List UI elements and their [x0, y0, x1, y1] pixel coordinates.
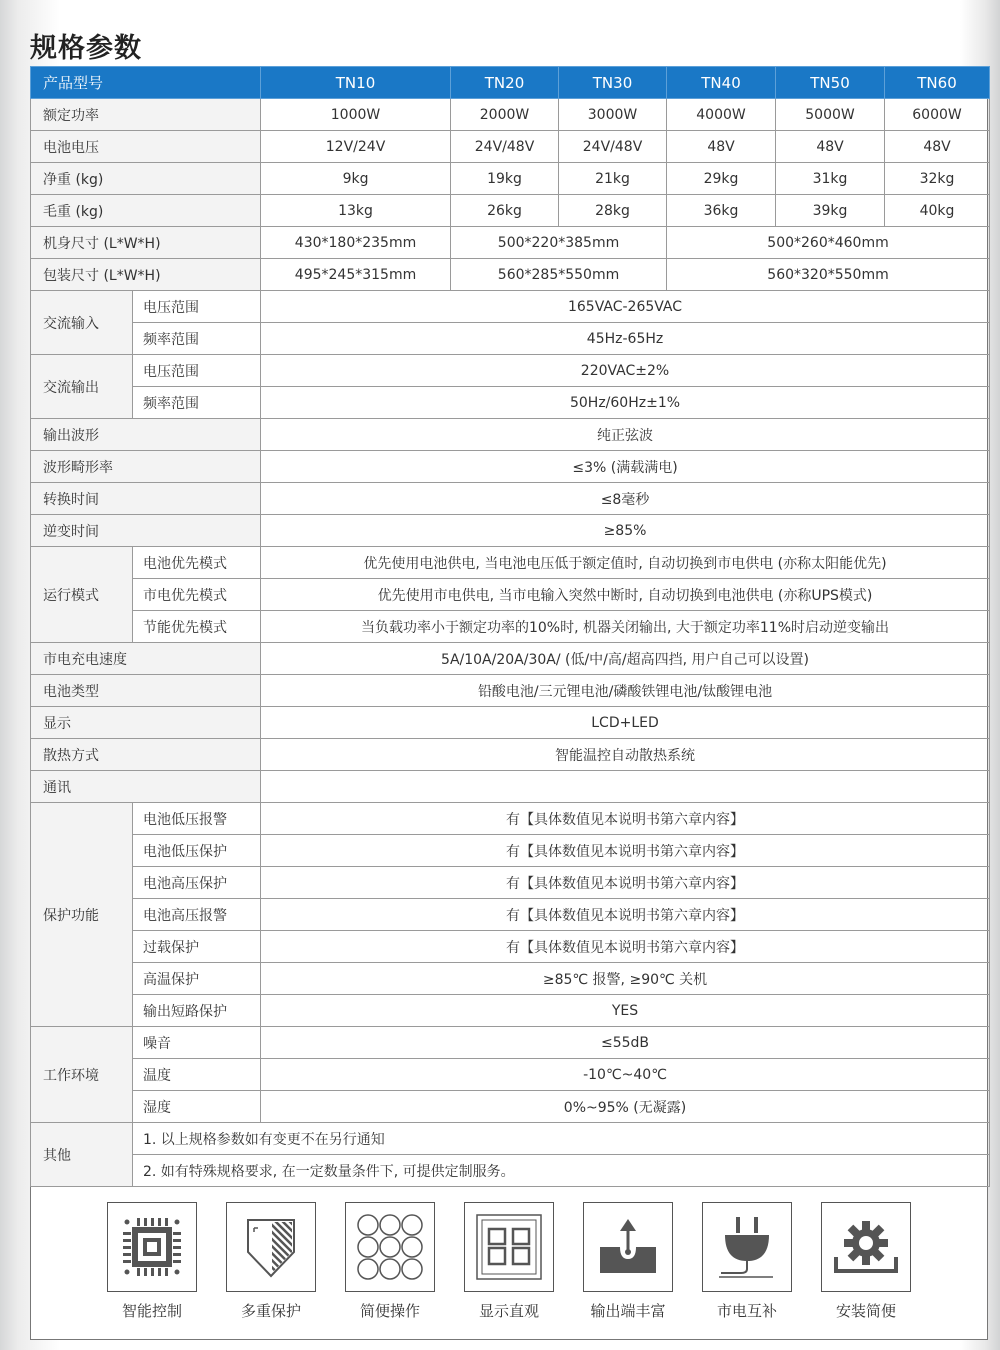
table-row: [31, 163, 990, 195]
feature-intuitive-display: [454, 1202, 564, 1321]
header-cell: TN60: [885, 67, 990, 99]
table-cell: 26kg: [451, 195, 559, 227]
header-cell: TN30: [559, 67, 667, 99]
table-cell: 32kg: [885, 163, 990, 195]
sub-label: 频率范围: [133, 387, 261, 419]
table-cell: 19kg: [451, 163, 559, 195]
group-label: 交流输出: [31, 355, 133, 419]
table-row: [31, 259, 990, 291]
table-cell: 13kg: [261, 195, 451, 227]
note-text: 1. 以上规格参数如有变更不在另行通知: [133, 1123, 990, 1155]
feature-easy-install: [811, 1202, 921, 1321]
row-label: 通讯: [31, 771, 261, 803]
table-cell: 2000W: [451, 99, 559, 131]
buttons-grid-icon: [345, 1202, 435, 1292]
table-row: [31, 547, 990, 579]
sub-label: 电池高压保护: [133, 867, 261, 899]
table-cell: 500*260*460mm: [667, 227, 990, 259]
table-cell: ≤8毫秒: [261, 483, 990, 515]
row-label: 电池类型: [31, 675, 261, 707]
table-cell: 有【具体数值见本说明书第六章内容】: [261, 835, 990, 867]
table-cell: 6000W: [885, 99, 990, 131]
table-cell: 优先使用电池供电, 当电池电压低于额定值时, 自动切换到市电供电 (亦称太阳能优先): [261, 547, 990, 579]
table-cell: 48V: [667, 131, 776, 163]
feature-easy-operation: [335, 1202, 445, 1321]
sub-label: 温度: [133, 1059, 261, 1091]
table-cell: 24V/48V: [451, 131, 559, 163]
table-row: [31, 835, 990, 867]
table-cell: 4000W: [667, 99, 776, 131]
table-row: [31, 579, 990, 611]
table-row: [31, 707, 990, 739]
feature-label: 输出端丰富: [590, 1302, 666, 1320]
feature-label: 市电互补: [716, 1302, 777, 1320]
digital-display-icon: [464, 1202, 554, 1292]
table-row: [31, 803, 990, 835]
table-row: [31, 515, 990, 547]
table-cell: 40kg: [885, 195, 990, 227]
feature-multi-protection: [216, 1202, 326, 1321]
table-row: [31, 739, 990, 771]
note-text: 2. 如有特殊规格要求, 在一定数量条件下, 可提供定制服务。: [133, 1155, 990, 1187]
row-label: 净重 (kg): [31, 163, 261, 195]
sub-label: 过载保护: [133, 931, 261, 963]
table-cell: 有【具体数值见本说明书第六章内容】: [261, 931, 990, 963]
sub-label: 高温保护: [133, 963, 261, 995]
table-row: [31, 867, 990, 899]
table-cell: 50Hz/60Hz±1%: [261, 387, 990, 419]
table-row: [31, 643, 990, 675]
table-cell: ≥85%: [261, 515, 990, 547]
feature-label: 显示直观: [478, 1302, 539, 1320]
group-label: 交流输入: [31, 291, 133, 355]
table-row: [31, 1123, 990, 1155]
table-row: [31, 355, 990, 387]
table-row: [31, 195, 990, 227]
table-header-row: [31, 67, 990, 99]
chip-icon: [107, 1202, 197, 1292]
feature-rich-output: [573, 1202, 683, 1321]
row-label: 散热方式: [31, 739, 261, 771]
table-cell: 29kg: [667, 163, 776, 195]
feature-label: 智能控制: [121, 1302, 182, 1320]
sub-label: 噪音: [133, 1027, 261, 1059]
header-cell: TN10: [261, 67, 451, 99]
table-cell: 9kg: [261, 163, 451, 195]
table-cell: 智能温控自动散热系统: [261, 739, 990, 771]
table-cell: 500*220*385mm: [451, 227, 667, 259]
table-cell: 有【具体数值见本说明书第六章内容】: [261, 867, 990, 899]
group-label: 运行模式: [31, 547, 133, 643]
feature-grid-complement: [692, 1202, 802, 1321]
table-cell: 有【具体数值见本说明书第六章内容】: [261, 803, 990, 835]
table-row: [31, 771, 990, 803]
table-cell: 24V/48V: [559, 131, 667, 163]
table-row: [31, 131, 990, 163]
row-label: 电池电压: [31, 131, 261, 163]
table-cell: 纯正弦波: [261, 419, 990, 451]
table-cell: 430*180*235mm: [261, 227, 451, 259]
row-label: 转换时间: [31, 483, 261, 515]
table-cell: 12V/24V: [261, 131, 451, 163]
table-cell: 165VAC-265VAC: [261, 291, 990, 323]
sub-label: 频率范围: [133, 323, 261, 355]
sub-label: 输出短路保护: [133, 995, 261, 1027]
table-cell: 36kg: [667, 195, 776, 227]
feature-label: 简便操作: [359, 1302, 420, 1320]
table-row: [31, 1091, 990, 1123]
gear-install-icon: [821, 1202, 911, 1292]
table-cell: 优先使用市电供电, 当市电输入突然中断时, 自动切换到电池供电 (亦称UPS模式): [261, 579, 990, 611]
row-label: 市电充电速度: [31, 643, 261, 675]
table-cell: 560*285*550mm: [451, 259, 667, 291]
sub-label: 电池低压报警: [133, 803, 261, 835]
sub-label: 节能优先模式: [133, 611, 261, 643]
table-row: [31, 227, 990, 259]
table-row: [31, 99, 990, 131]
table-row: [31, 387, 990, 419]
row-label: 逆变时间: [31, 515, 261, 547]
table-cell: -10℃~40℃: [261, 1059, 990, 1091]
header-cell: TN50: [776, 67, 885, 99]
table-cell: 48V: [885, 131, 990, 163]
row-label: 显示: [31, 707, 261, 739]
group-label: 其他: [31, 1123, 133, 1187]
table-cell: 3000W: [559, 99, 667, 131]
table-row: [31, 931, 990, 963]
sub-label: 电池高压报警: [133, 899, 261, 931]
table-cell: 有【具体数值见本说明书第六章内容】: [261, 899, 990, 931]
table-row: [31, 1027, 990, 1059]
row-label: 额定功率: [31, 99, 261, 131]
table-cell: 48V: [776, 131, 885, 163]
table-cell: 当负载功率小于额定功率的10%时, 机器关闭输出, 大于额定功率11%时启动逆变输出: [261, 611, 990, 643]
table-cell: 495*245*315mm: [261, 259, 451, 291]
group-label: 保护功能: [31, 803, 133, 1027]
row-label: 包装尺寸 (L*W*H): [31, 259, 261, 291]
table-row: [31, 963, 990, 995]
table-cell: LCD+LED: [261, 707, 990, 739]
row-label: 波形畸形率: [31, 451, 261, 483]
table-cell: 560*320*550mm: [667, 259, 990, 291]
sub-label: 湿度: [133, 1091, 261, 1123]
sub-label: 市电优先模式: [133, 579, 261, 611]
header-cell: TN40: [667, 67, 776, 99]
page-title: 规格参数: [30, 33, 142, 64]
table-row: [31, 1059, 990, 1091]
output-arrow-icon: [583, 1202, 673, 1292]
table-cell: ≤3% (满载满电): [261, 451, 990, 483]
table-cell: 21kg: [559, 163, 667, 195]
table-cell: 31kg: [776, 163, 885, 195]
row-label: 输出波形: [31, 419, 261, 451]
table-cell: 39kg: [776, 195, 885, 227]
table-cell: 0%~95% (无凝露): [261, 1091, 990, 1123]
table-cell: 5A/10A/20A/30A/ (低/中/高/超高四挡, 用户自己可以设置): [261, 643, 990, 675]
table-cell: YES: [261, 995, 990, 1027]
table-row: [31, 323, 990, 355]
table-row: [31, 899, 990, 931]
sub-label: 电压范围: [133, 355, 261, 387]
group-label: 工作环境: [31, 1027, 133, 1123]
table-row: [31, 675, 990, 707]
table-row: [31, 291, 990, 323]
feature-smart-control: [97, 1202, 207, 1321]
table-cell: 45Hz-65Hz: [261, 323, 990, 355]
table-row: [31, 483, 990, 515]
feature-label: 多重保护: [240, 1302, 301, 1320]
table-row: [31, 419, 990, 451]
table-row: [31, 995, 990, 1027]
table-row: [31, 611, 990, 643]
feature-label: 安装简便: [835, 1302, 896, 1320]
table-cell: 铅酸电池/三元锂电池/磷酸铁锂电池/钛酸锂电池: [261, 675, 990, 707]
shield-icon: [226, 1202, 316, 1292]
table-cell: [261, 771, 990, 803]
row-label: 机身尺寸 (L*W*H): [31, 227, 261, 259]
table-row: [31, 451, 990, 483]
sub-label: 电压范围: [133, 291, 261, 323]
row-label: 毛重 (kg): [31, 195, 261, 227]
plug-icon: [702, 1202, 792, 1292]
table-cell: 1000W: [261, 99, 451, 131]
sub-label: 电池低压保护: [133, 835, 261, 867]
table-cell: 5000W: [776, 99, 885, 131]
table-row: [31, 1155, 990, 1187]
table-cell: ≤55dB: [261, 1027, 990, 1059]
table-cell: 220VAC±2%: [261, 355, 990, 387]
spec-table: [30, 66, 990, 1187]
header-cell: TN20: [451, 67, 559, 99]
header-cell: 产品型号: [31, 67, 261, 99]
sub-label: 电池优先模式: [133, 547, 261, 579]
table-cell: 28kg: [559, 195, 667, 227]
table-cell: ≥85℃ 报警, ≥90℃ 关机: [261, 963, 990, 995]
feature-icons-row: [30, 1202, 988, 1332]
